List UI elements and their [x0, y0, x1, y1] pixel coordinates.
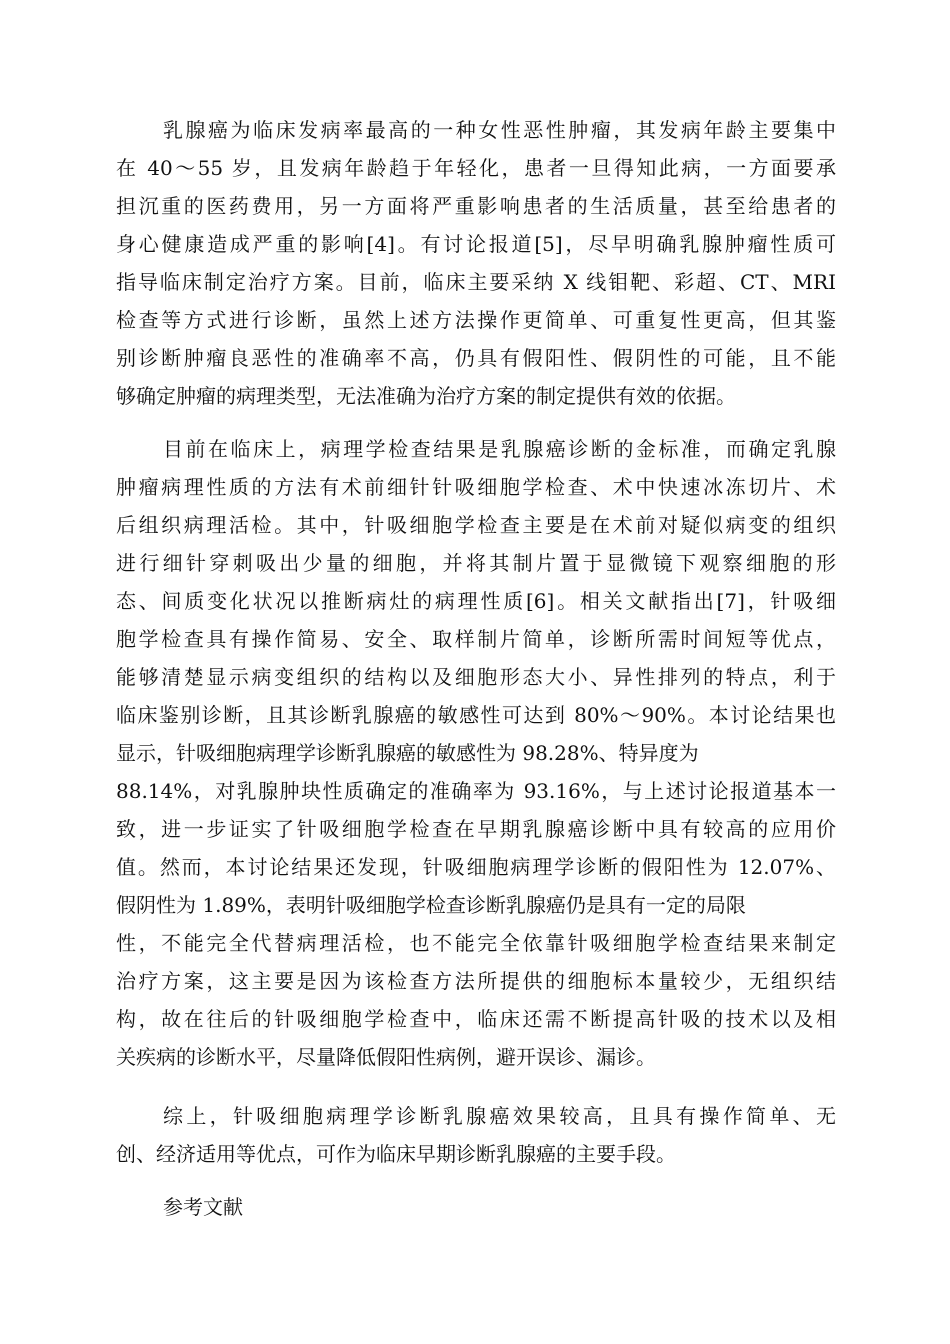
text-line: 身心健康造成严重的影响[4]。有讨论报道[5]，尽早明确乳腺肿瘤性质可: [116, 232, 836, 256]
text-line: 致，进一步证实了针吸细胞学检查在早期乳腺癌诊断中具有较高的应用价: [116, 817, 836, 841]
text-line: 临床鉴别诊断，且其诊断乳腺癌的敏感性可达到 80%～90%。本讨论结果也: [116, 703, 836, 727]
text-line: 假阴性为 1.89%，表明针吸细胞学检查诊断乳腺癌仍是具有一定的局限: [116, 893, 746, 917]
text-line: 后组织病理活检。其中，针吸细胞学检查主要是在术前对疑似病变的组织: [116, 513, 836, 537]
text-line: 创、经济适用等优点，可作为临床早期诊断乳腺癌的主要手段。: [116, 1142, 676, 1166]
text-line: 指导临床制定治疗方案。目前，临床主要采纳 X 线钼靶、彩超、CT、MRI: [116, 270, 836, 294]
text-line: 能够清楚显示病变组织的结构以及细胞形态大小、异性排列的特点，利于: [116, 665, 836, 689]
text-line: 综上，针吸细胞病理学诊断乳腺癌效果较高，且具有操作简单、无: [163, 1104, 836, 1128]
references-heading: 参考文献: [163, 1195, 243, 1219]
text-line: 进行细针穿刺吸出少量的细胞，并将其制片置于显微镜下观察细胞的形: [116, 551, 836, 575]
text-line: 性，不能完全代替病理活检，也不能完全依靠针吸细胞学检查结果来制定: [116, 931, 836, 955]
text-line: 目前在临床上，病理学检查结果是乳腺癌诊断的金标准，而确定乳腺: [163, 437, 836, 461]
text-line: 检查等方式进行诊断，虽然上述方法操作更简单、可重复性更高，但其鉴: [116, 308, 836, 332]
text-line: 关疾病的诊断水平，尽量降低假阳性病例，避开误诊、漏诊。: [116, 1045, 656, 1069]
text-line: 88.14%，对乳腺肿块性质确定的准确率为 93.16%，与上述讨论报道基本一: [116, 779, 836, 803]
text-line: 担沉重的医药费用，另一方面将严重影响患者的生活质量，甚至给患者的: [116, 194, 836, 218]
text-line: 构，故在往后的针吸细胞学检查中，临床还需不断提高针吸的技术以及相: [116, 1007, 836, 1031]
text-line: 态、间质变化状况以推断病灶的病理性质[6]。相关文献指出[7]，针吸细: [116, 589, 836, 613]
text-line: 肿瘤病理性质的方法有术前细针针吸细胞学检查、术中快速冰冻切片、术: [116, 475, 836, 499]
text-line: 值。然而，本讨论结果还发现，针吸细胞病理学诊断的假阳性为 12.07%、: [116, 855, 836, 879]
text-line: 胞学检查具有操作简易、安全、取样制片简单，诊断所需时间短等优点，: [116, 627, 836, 651]
text-line: 别诊断肿瘤良恶性的准确率不高，仍具有假阳性、假阴性的可能，且不能: [116, 346, 836, 370]
text-line: 乳腺癌为临床发病率最高的一种女性恶性肿瘤，其发病年龄主要集中: [163, 118, 836, 142]
text-line: 在 40～55 岁，且发病年龄趋于年轻化，患者一旦得知此病，一方面要承: [116, 156, 836, 180]
text-line: 显示，针吸细胞病理学诊断乳腺癌的敏感性为 98.28%、特异度为: [116, 741, 699, 765]
text-line: 够确定肿瘤的病理类型，无法准确为治疗方案的制定提供有效的依据。: [116, 384, 736, 408]
text-line: 治疗方案，这主要是因为该检查方法所提供的细胞标本量较少，无组织结: [116, 969, 836, 993]
